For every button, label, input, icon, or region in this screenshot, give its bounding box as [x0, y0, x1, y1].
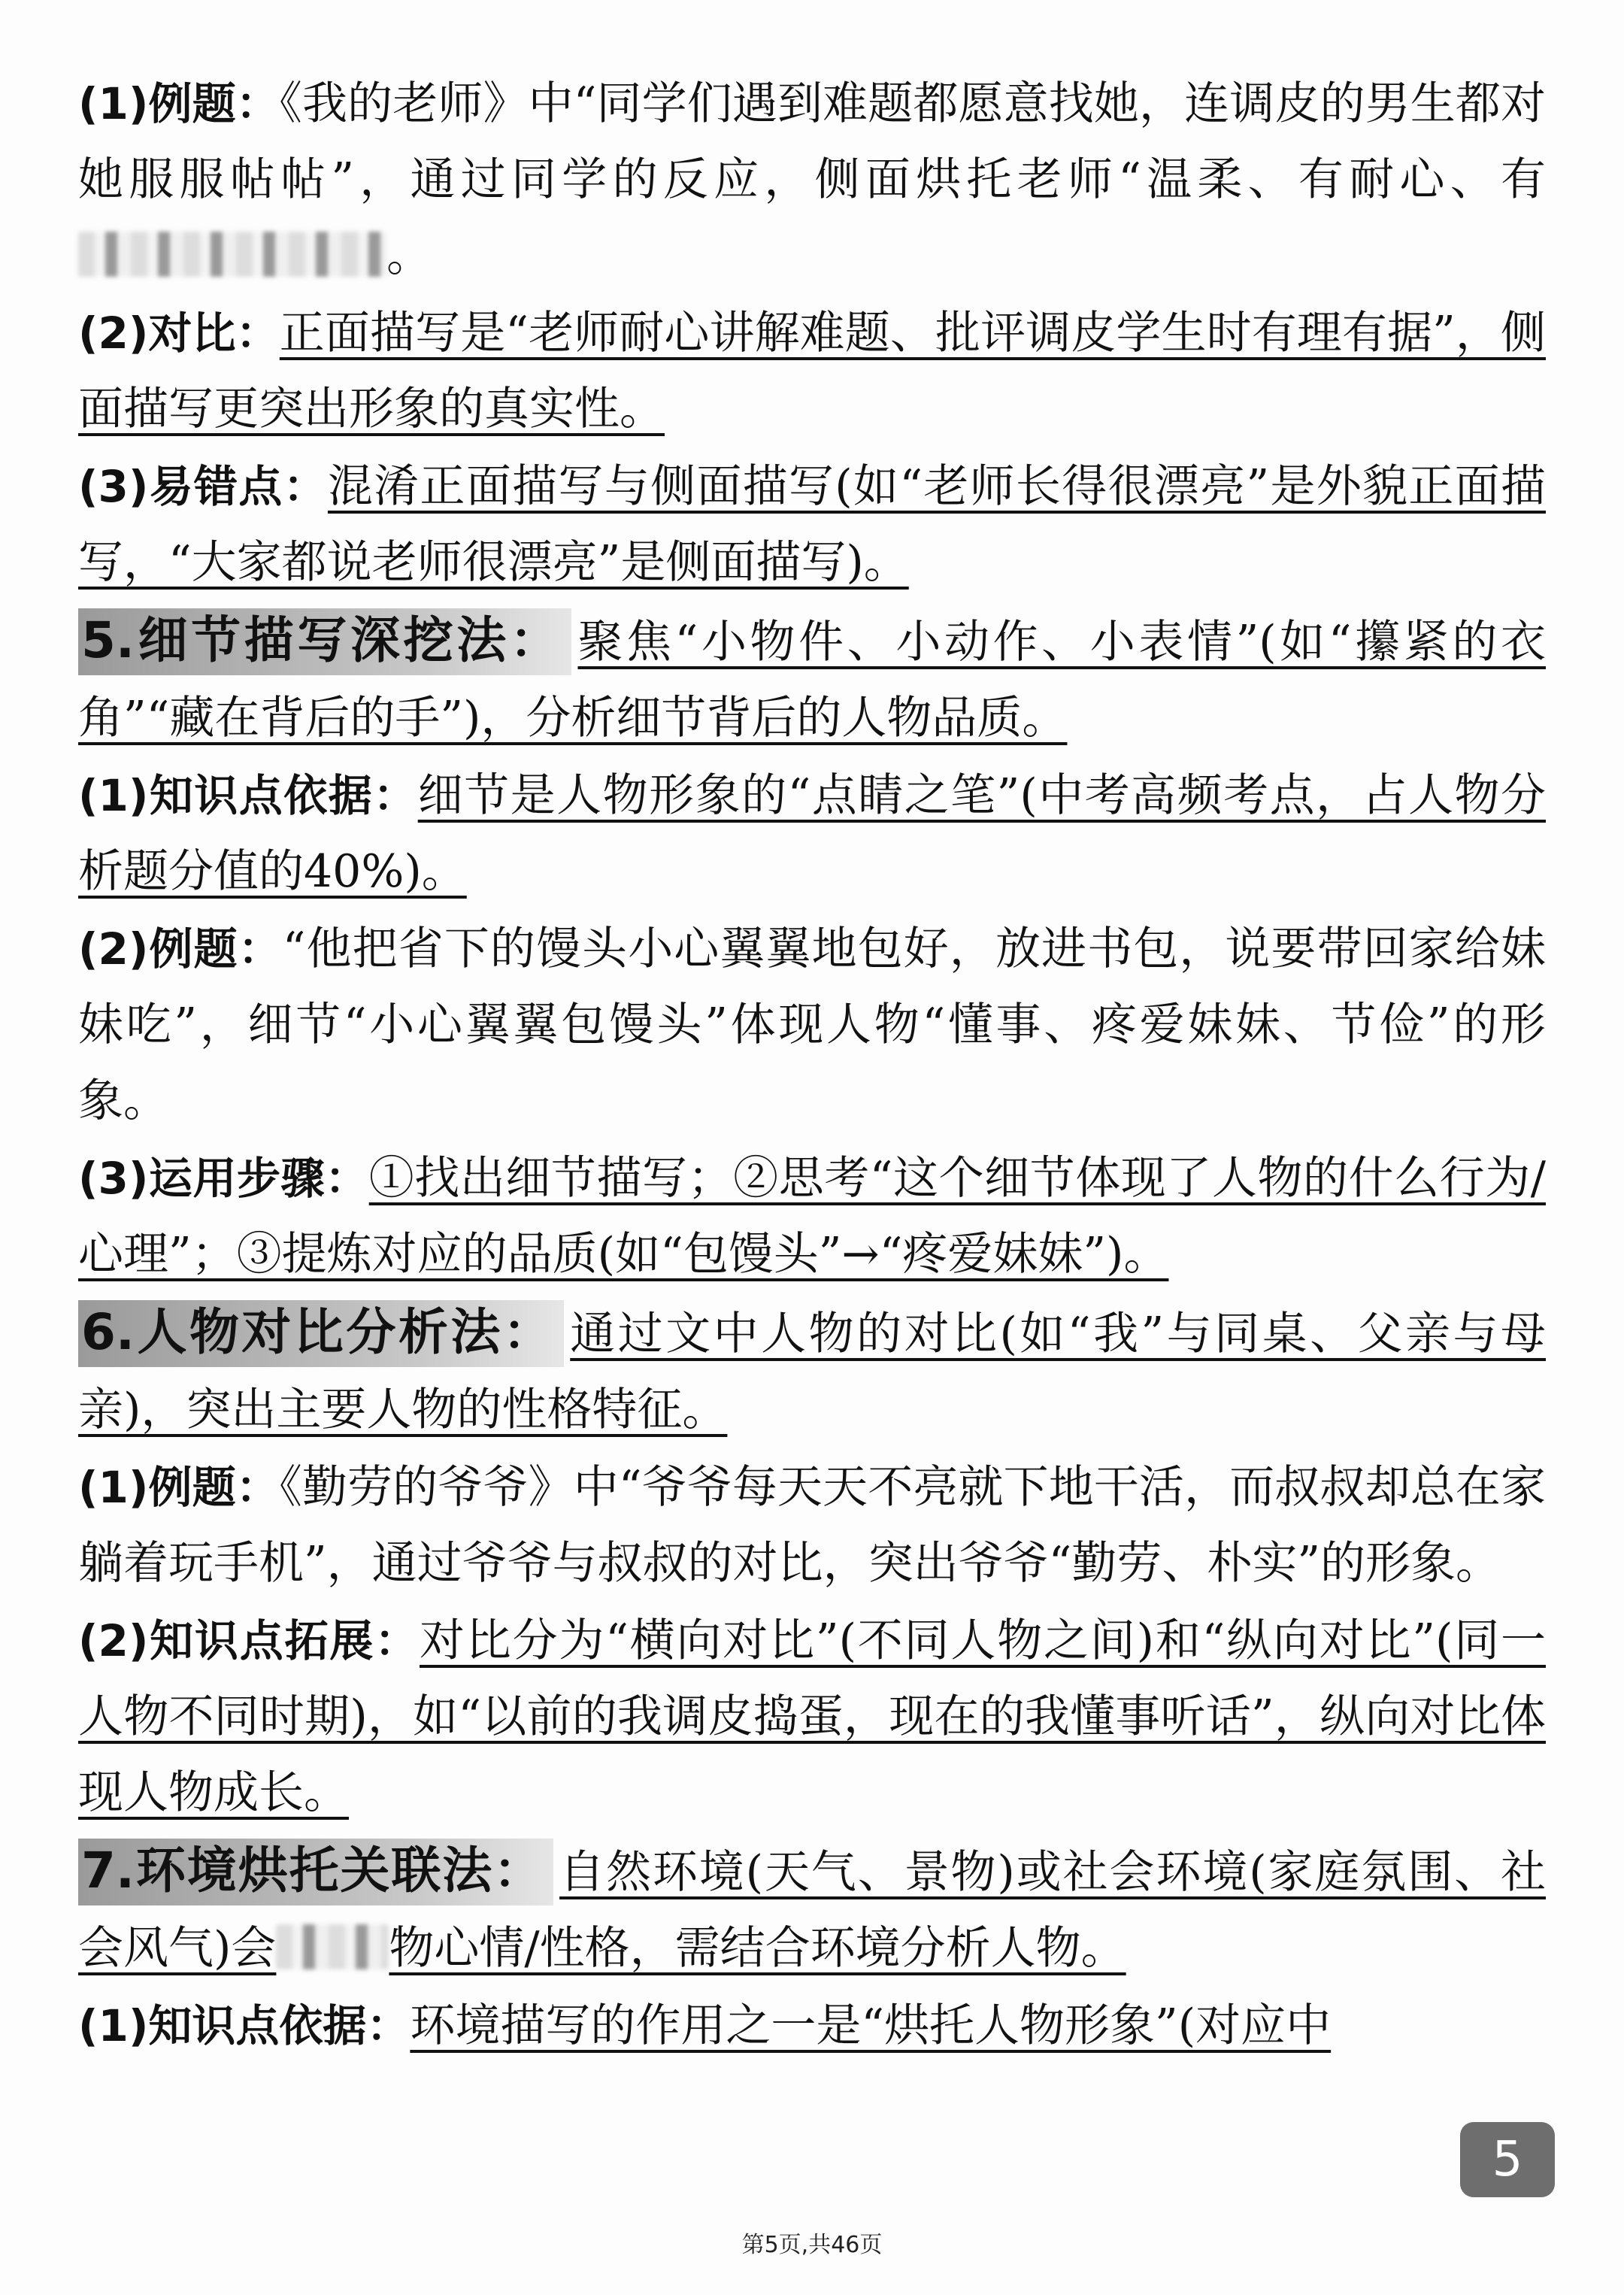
item-label: (1)例题：	[78, 78, 280, 129]
section-heading: 6.人物对比分析法：	[78, 1300, 564, 1367]
item-label: (3)易错点：	[78, 461, 328, 512]
page-footer: 第5页,共46页	[741, 2232, 883, 2258]
item-label: (1)知识点依据：	[78, 770, 418, 821]
redaction-blur	[78, 232, 386, 277]
page-number-badge: 5	[1460, 2122, 1555, 2197]
s4-item-1	[78, 66, 1546, 294]
s7-heading-para	[78, 1833, 1546, 1987]
item-label: (3)运用步骤：	[78, 1153, 369, 1204]
section-heading: 7.环境烘托关联法：	[78, 1839, 553, 1905]
section-heading: 5.细节描写深挖法：	[78, 608, 571, 675]
s6-item-2	[78, 1603, 1546, 1831]
s4-item-2	[78, 296, 1546, 447]
item-text: 《我的老师》中“同学们遇到难题都愿意找她，连调皮的男生都对她服服帖帖”，通过同学的反应，侧面烘托老师“温柔、有耐心、有	[78, 77, 1546, 206]
item-text: ①找出细节描写；②思考“这个细节体现了人物的什么行为/心理”；③提炼对应的品质(如“包馒头”→“疼爱妹妹”)。	[78, 1152, 1546, 1281]
item-text: 环境描写的作用之一是“烘托人物形象”(对应中	[410, 1999, 1332, 2052]
item-text: 正面描写是“老师耐心讲解难题、批评调皮学生时有理有据”，侧面描写更突出形象的真实性。	[78, 307, 1546, 435]
item-label: (2)知识点拓展：	[78, 1615, 420, 1666]
heading-text: 聚焦“小物件、小动作、小表情”(如“攥紧的衣角”“藏在背后的手”)，分析细节背后的人物品质。	[78, 616, 1546, 744]
item-text: 细节是人物形象的“点睛之笔”(中考高频考点，占人物分析题分值的40%)。	[78, 769, 1546, 898]
heading-text: 通过文中人物的对比(如“我”与同桌、父亲与母亲)，突出主要人物的性格特征。	[78, 1308, 1546, 1436]
item-text-end: 。	[386, 229, 432, 282]
s5-item-3	[78, 1141, 1546, 1293]
document-content	[78, 66, 1546, 2064]
item-text: 《勤劳的爷爷》中“爷爷每天天不亮就下地干活，而叔叔却总在家躺着玩手机”，通过爷爷与叔叔的对比，突出爷爷“勤劳、朴实”的形象。	[78, 1461, 1546, 1590]
item-label: (2)对比：	[78, 308, 280, 359]
item-text: 混淆正面描写与侧面描写(如“老师长得很漂亮”是外貌正面描写，“大家都说老师很漂亮”是侧面描写)。	[78, 460, 1546, 589]
item-text: 对比分为“横向对比”(不同人物之间)和“纵向对比”(同一人物不同时期)，如“以前的我调皮捣蛋，现在的我懂事听话”，纵向对比体现人物成长。	[78, 1614, 1546, 1819]
s7-item-1	[78, 1988, 1546, 2064]
s4-item-3	[78, 449, 1546, 601]
s6-heading-para	[78, 1294, 1546, 1448]
s6-item-1	[78, 1450, 1546, 1602]
item-label: (1)知识点依据：	[78, 2000, 411, 2051]
item-label: (2)例题：	[78, 923, 283, 975]
redaction-blur	[276, 1924, 389, 1969]
heading-text: 自然环境(天气、景物)或社会环境(家庭氛围、社会风气)会	[78, 1846, 1546, 1975]
heading-text-end: 物心情/性格，需结合环境分析人物。	[389, 1922, 1126, 1975]
s5-item-1	[78, 758, 1546, 910]
item-text: “他把省下的馒头小心翼翼地包好，放进书包，说要带回家给妹妹吃”，细节“小心翼翼包馒头”体现人物“懂事、疼爱妹妹、节俭”的形象。	[78, 923, 1546, 1127]
s5-heading-para	[78, 602, 1546, 756]
s5-item-2	[78, 911, 1546, 1139]
item-label: (1)例题：	[78, 1462, 280, 1513]
